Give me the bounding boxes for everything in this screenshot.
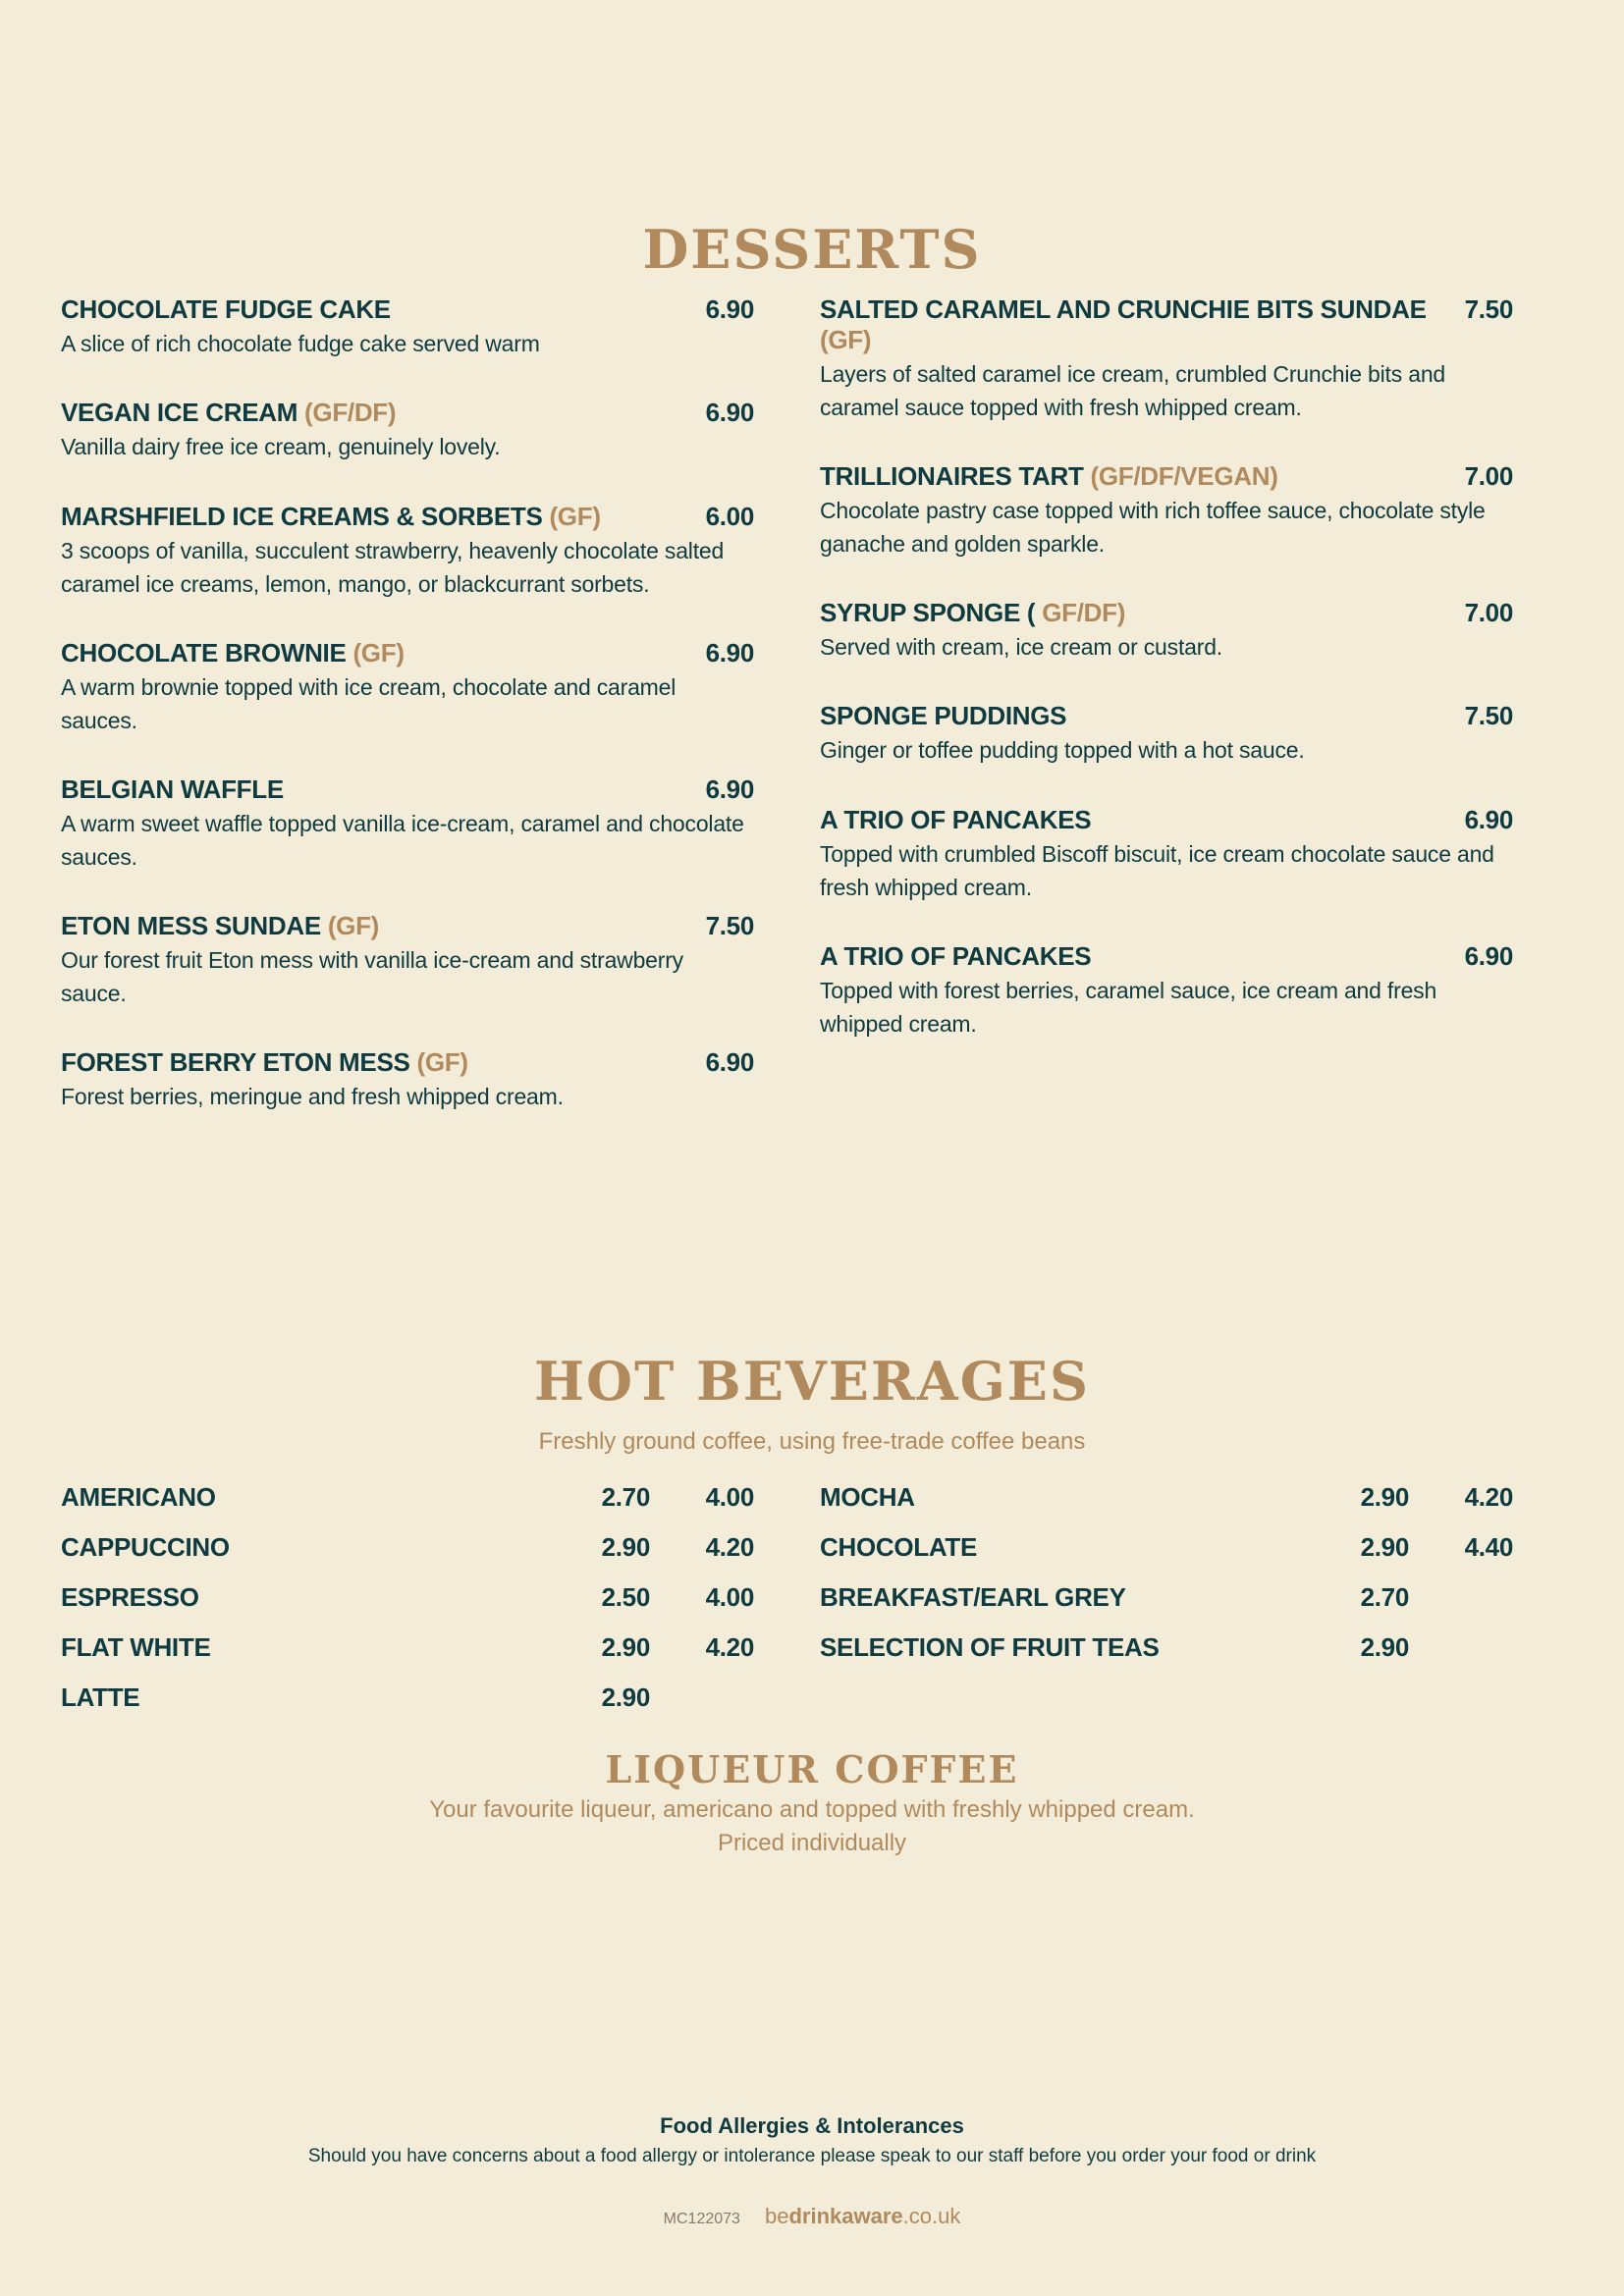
liqueur-coffee-title: LIQUEUR COFFEE [605,1747,1019,1791]
menu-item-title [61,1047,468,1078]
menu-item [820,294,1513,424]
dietary-tag: GF/DF) [1042,598,1126,627]
menu-item-price: 7.50 [1464,701,1513,730]
menu-item-title [61,911,379,941]
menu-item-header [820,701,1513,731]
menu-item [820,941,1513,1041]
menu-item-title [820,461,1278,492]
beverage-price-regular: 2.70 [1360,1582,1409,1612]
beverage-row [61,1582,754,1632]
menu-item-description: Served with cream, ice cream or custard. [820,634,1222,660]
menu-item-title [820,701,1066,731]
menu-item-name: BELGIAN WAFFLE [61,774,284,804]
menu-item [61,398,754,463]
menu-item-description: Topped with crumbled Biscoff biscuit, ice cream chocolate sauce and fresh whipped cream. [820,841,1494,900]
menu-item [61,294,754,360]
menu-item [61,911,754,1010]
menu-item-name: FOREST BERRY ETON MESS [61,1047,410,1077]
menu-item-name: ETON MESS SUNDAE [61,911,321,940]
desserts-right-column [820,294,1513,1041]
beverage-price-large: 4.20 [1464,1482,1513,1512]
menu-item-header [61,774,754,805]
menu-item-description: Forest berries, meringue and fresh whipped cream. [61,1084,564,1109]
menu-item-title [61,398,396,428]
brand-bold: drinkaware [788,2204,903,2228]
menu-item-name: A TRIO OF PANCAKES [820,805,1092,834]
dietary-tag: (GF) [352,638,405,667]
beverage-name: LATTE [61,1682,140,1712]
menu-item-header [820,805,1513,835]
menu-item-name: SALTED CARAMEL AND CRUNCHIE BITS SUNDAE [820,294,1427,324]
menu-item-price: 6.90 [705,774,754,804]
beverage-name: ESPRESSO [61,1582,199,1612]
beverage-name: SELECTION OF FRUIT TEAS [820,1632,1160,1662]
dietary-tag: (GF) [327,911,380,940]
menu-item-price: 7.50 [1464,294,1513,324]
dietary-tag: (GF) [549,502,601,531]
menu-item [820,461,1513,561]
menu-item-name: MARSHFIELD ICE CREAMS & SORBETS [61,502,543,531]
liqueur-line-1: Your favourite liqueur, americano and topped with freshly whipped cream. [429,1796,1195,1823]
beverage-price-regular: 2.90 [601,1532,650,1562]
beverage-price-large: 4.40 [1464,1532,1513,1562]
menu-item-title [820,294,1465,355]
brand-suffix: .co.uk [902,2204,961,2228]
menu-item-title [61,502,601,532]
menu-item-description: A warm sweet waffle topped vanilla ice-cream, caramel and chocolate sauces. [61,811,744,870]
menu-item-description: Vanilla dairy free ice cream, genuinely lovely. [61,434,501,459]
hot-beverages-title: HOT BEVERAGES [534,1350,1090,1413]
menu-item-description: A warm brownie topped with ice cream, chocolate and caramel sauces. [61,674,677,733]
beverages-right-column [820,1482,1513,1682]
desserts-left-column [61,294,754,1113]
menu-item-price: 7.00 [1464,598,1513,627]
menu-item-header [61,294,754,325]
menu-item [820,598,1513,664]
hot-beverages-subtitle: Freshly ground coffee, using free-trade coffee beans [538,1428,1086,1455]
beverage-price-regular: 2.90 [1360,1532,1409,1562]
menu-item-header [820,461,1513,492]
menu-item-price: 7.50 [705,911,754,940]
menu-item-header [820,294,1513,355]
menu-item-header [61,502,754,532]
beverage-price-regular: 2.90 [1360,1632,1409,1662]
menu-item-price: 6.90 [1464,941,1513,971]
menu-item [820,805,1513,904]
allergy-notice: Should you have concerns about a food allergy or intolerance please speak to our staff before you order your food or drink [307,2146,1317,2166]
menu-item-description: A slice of rich chocolate fudge cake served warm [61,331,540,356]
menu-item-name: SPONGE PUDDINGS [820,701,1067,730]
menu-item-price: 6.00 [705,502,754,531]
menu-item-name: A TRIO OF PANCAKES [820,941,1092,971]
beverage-price-large: 4.20 [705,1532,754,1562]
menu-item-header [820,598,1513,628]
menu-item-title [820,805,1091,835]
beverage-price-regular: 2.70 [601,1482,650,1512]
beverage-price-regular: 2.90 [601,1632,650,1662]
beverage-row [820,1582,1513,1632]
beverage-name: MOCHA [820,1482,915,1512]
menu-item-name: VEGAN ICE CREAM [61,398,298,427]
menu-item-title [820,941,1091,972]
menu-item-description: Topped with forest berries, caramel sauce, ice cream and fresh whipped cream. [820,978,1437,1037]
menu-item-name: TRILLIONAIRES TART [820,461,1084,491]
menu-item-price: 6.90 [705,398,754,427]
menu-item-header [61,1047,754,1078]
menu-item-price: 6.90 [705,638,754,667]
desserts-title: DESSERTS [642,218,982,281]
menu-item [61,1047,754,1113]
beverage-row [820,1482,1513,1532]
beverage-row [61,1532,754,1582]
beverage-price-regular: 2.50 [601,1582,650,1612]
menu-item-price: 7.00 [1464,461,1513,491]
beverage-row [820,1632,1513,1682]
menu-item-price: 6.90 [705,294,754,324]
beverage-row [820,1532,1513,1582]
beverage-row [61,1482,754,1532]
menu-item-name: CHOCOLATE BROWNIE [61,638,347,667]
beverage-name: CHOCOLATE [820,1532,978,1562]
dietary-tag: (GF) [820,325,872,354]
menu-item [61,774,754,874]
menu-item-name: SYRUP SPONGE ( [820,598,1036,627]
beverage-name: CAPPUCCINO [61,1532,230,1562]
menu-item-price: 6.90 [705,1047,754,1077]
menu-item [820,701,1513,767]
menu-item-header [61,398,754,428]
menu-item-description: Our forest fruit Eton mess with vanilla ice-cream and strawberry sauce. [61,947,683,1006]
menu-code: MC122073 [663,2211,740,2227]
menu-item-title [61,638,405,668]
beverage-price-regular: 2.90 [1360,1482,1409,1512]
menu-item-description: Chocolate pastry case topped with rich toffee sauce, chocolate style ganache and golden sparkle. [820,498,1486,557]
footer [0,2204,1624,2229]
menu-item-title [61,774,284,805]
menu-item-price: 6.90 [1464,805,1513,834]
menu-item-header [61,638,754,668]
menu-item-title [61,294,391,325]
menu-item-header [61,911,754,941]
liqueur-coffee-description [0,1793,1624,1860]
menu-item-description: Layers of salted caramel ice cream, crumbled Crunchie bits and caramel sauce topped with fresh whipped cream. [820,361,1446,420]
dietary-tag: (GF/DF/VEGAN) [1090,461,1278,491]
dietary-tag: (GF/DF) [304,398,397,427]
beverage-row [61,1682,754,1733]
beverage-price-large: 4.00 [705,1582,754,1612]
allergy-title: Food Allergies & Intolerances [660,2113,964,2138]
dietary-tag: (GF) [416,1047,468,1077]
beverage-name: FLAT WHITE [61,1632,211,1662]
menu-item-header [820,941,1513,972]
liqueur-line-2: Priced individually [717,1830,907,1856]
menu-item-description: Ginger or toffee pudding topped with a hot sauce. [820,737,1305,763]
beverage-name: BREAKFAST/EARL GREY [820,1582,1126,1612]
beverage-price-regular: 2.90 [601,1682,650,1712]
menu-item-title [820,598,1125,628]
menu-item-description: 3 scoops of vanilla, succulent strawberry, heavenly chocolate salted caramel ice creams, lemon, mango, or blackcurrant sorbets. [61,538,725,597]
menu-item-name: CHOCOLATE FUDGE CAKE [61,294,391,324]
drinkaware-link[interactable] [765,2204,960,2228]
beverages-left-column [61,1482,754,1733]
beverage-row [61,1632,754,1682]
beverage-price-large: 4.20 [705,1632,754,1662]
beverage-name: AMERICANO [61,1482,216,1512]
beverage-price-large: 4.00 [705,1482,754,1512]
menu-item [61,502,754,601]
brand-prefix: be [764,2204,789,2228]
menu-item [61,638,754,737]
